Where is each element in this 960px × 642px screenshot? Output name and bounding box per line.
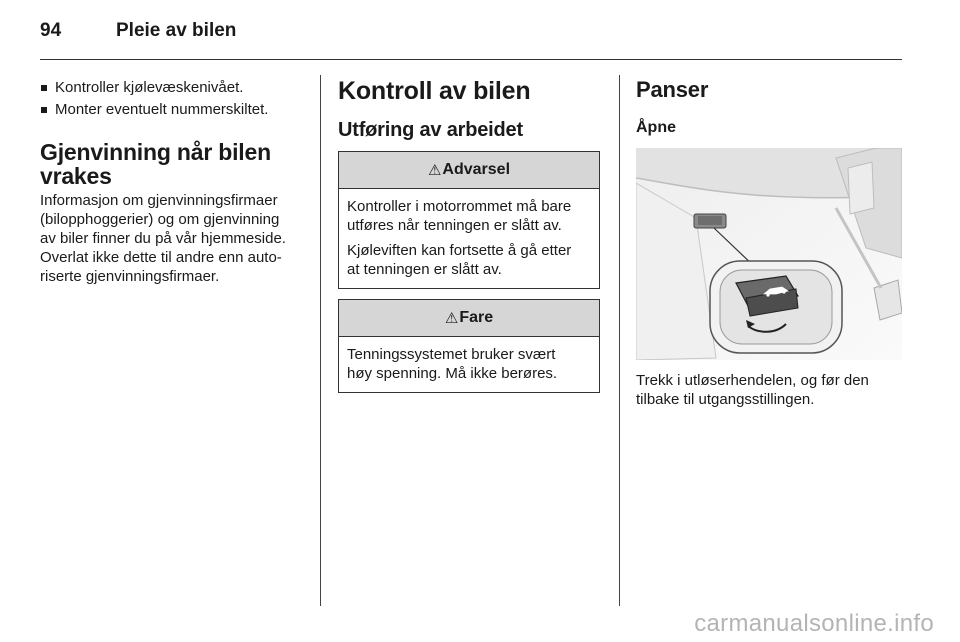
recycling-paragraph — [40, 191, 308, 286]
para-line: (bilopphoggerier) og om gjenvinning — [40, 211, 280, 228]
para-line: av biler finner du på vår hjemmeside. — [40, 230, 286, 247]
heading-line: Gjenvinning når bilen — [40, 139, 271, 165]
header-rule — [40, 59, 902, 60]
list-item-text: Kontroller kjølevæskenivået. — [55, 79, 244, 96]
warning-box-header — [339, 152, 599, 189]
bullet-icon — [41, 85, 47, 91]
danger-box — [338, 299, 600, 393]
text-line: at tenningen er slått av. — [347, 261, 502, 278]
warning-box — [338, 151, 600, 289]
text-line: høy spenning. Må ikke berøres. — [347, 365, 558, 382]
para-line: riserte gjenvinningsfirmaer. — [40, 268, 220, 285]
section-heading-hood: Panser — [636, 77, 709, 102]
watermark: carmanualsonline.info — [694, 610, 934, 637]
text-line: utføres når tenningen er slått av. — [347, 217, 562, 234]
warning-triangle-icon: ⚠ — [444, 310, 459, 327]
column-3 — [636, 78, 902, 409]
bullet-list — [40, 78, 308, 120]
warning-title: Advarsel — [442, 161, 511, 178]
list-item — [40, 100, 308, 120]
subheading-open: Åpne — [636, 119, 676, 136]
column-divider-right — [619, 75, 620, 606]
subheading-performing-work: Utføring av arbeidet — [338, 119, 523, 141]
page-title: Pleie av bilen — [116, 20, 237, 41]
column-1 — [40, 78, 308, 286]
text-line: Kjøleviften kan fortsette å gå etter — [347, 242, 572, 259]
section-heading-vehicle-check: Kontroll av bilen — [338, 77, 531, 105]
warning-text — [347, 241, 591, 279]
warning-box-body — [339, 189, 599, 288]
para-line: Overlat ikke dette til andre enn auto- — [40, 249, 282, 266]
section-heading-recycling — [40, 140, 308, 188]
caption-line: tilbake til utgangsstillingen. — [636, 391, 815, 408]
danger-title: Fare — [459, 309, 494, 326]
column-divider-left — [320, 75, 321, 606]
text-line: Tenningssystemet bruker svært — [347, 346, 556, 363]
danger-text — [347, 345, 591, 383]
heading-line: vrakes — [40, 163, 112, 189]
warning-triangle-icon: ⚠ — [427, 162, 442, 179]
bullet-icon — [41, 107, 47, 113]
text-line: Kontroller i motorrommet må bare — [347, 198, 572, 215]
figure-caption — [636, 371, 902, 409]
column-2 — [338, 78, 602, 393]
list-item — [40, 78, 308, 98]
list-item-text: Monter eventuelt nummerskiltet. — [55, 101, 269, 118]
warning-text — [347, 197, 591, 235]
hood-release-figure-svg — [636, 148, 902, 360]
danger-box-header — [339, 300, 599, 337]
danger-box-body — [339, 337, 599, 392]
para-line: Informasjon om gjenvinningsfirmaer — [40, 192, 278, 209]
caption-line: Trekk i utløserhendelen, og før den — [636, 372, 869, 389]
page-number: 94 — [40, 20, 62, 41]
hood-release-lever-illustration — [636, 148, 902, 360]
